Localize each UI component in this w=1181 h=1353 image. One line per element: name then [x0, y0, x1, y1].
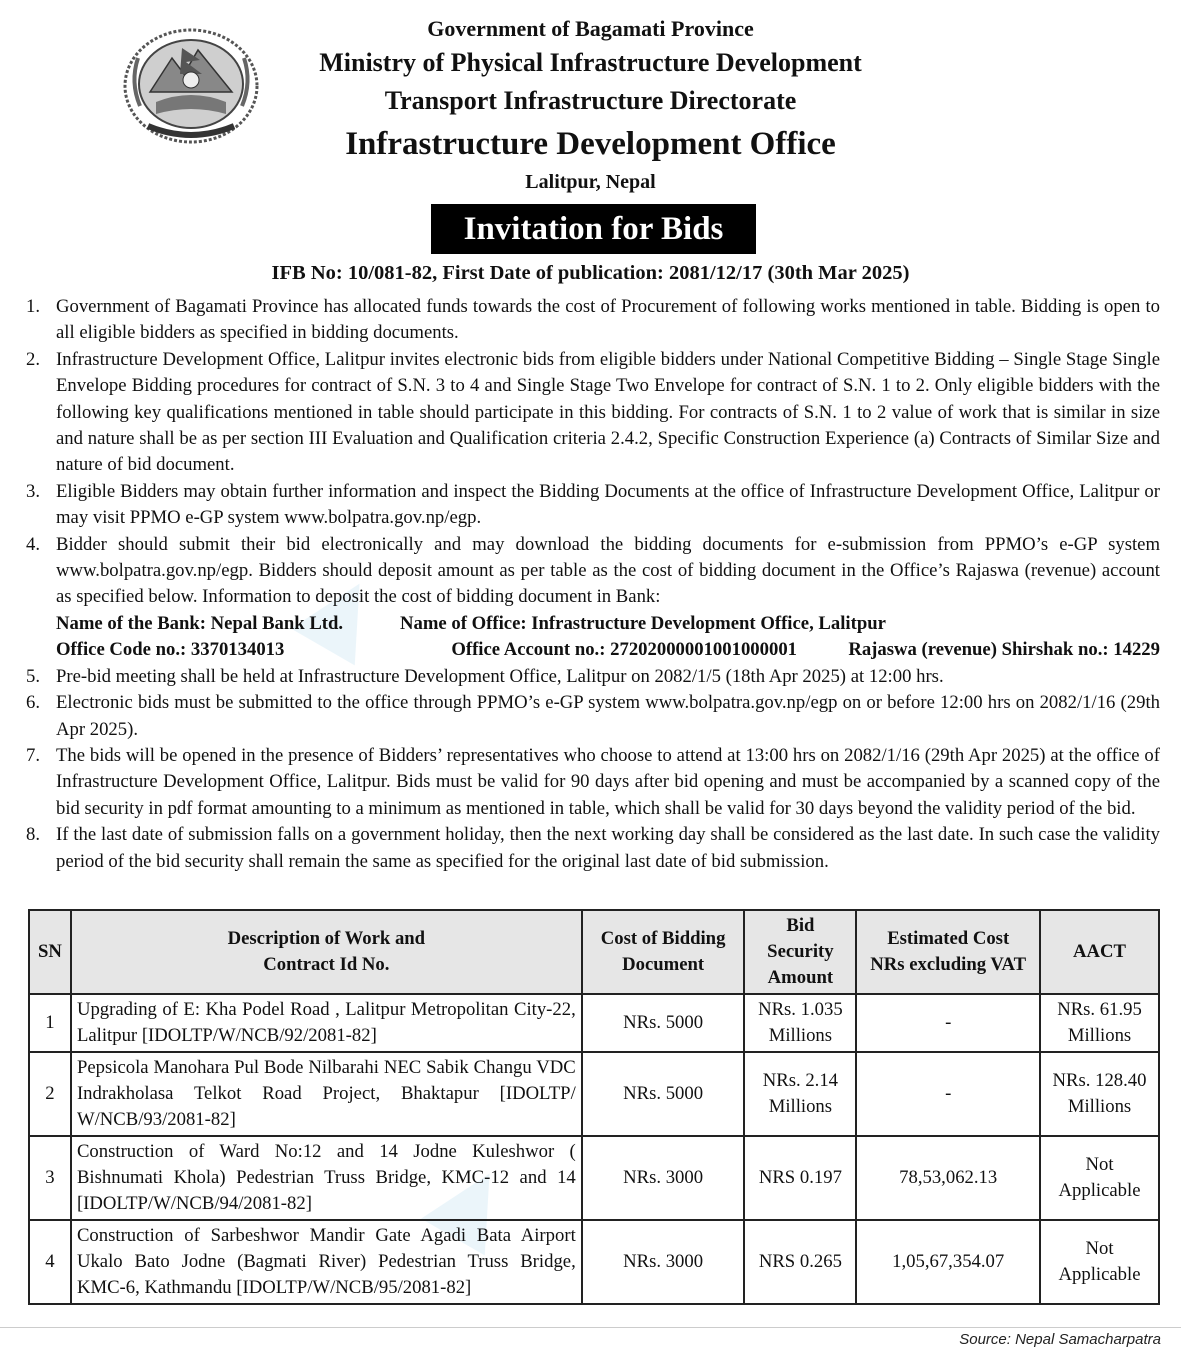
cell-text: NRs. 1.035	[758, 999, 843, 1020]
clause-item	[22, 532, 1160, 664]
office-location: Lalitpur, Nepal	[525, 171, 656, 193]
bank-details-row	[56, 611, 1160, 637]
cell-cost: NRs. 3000	[582, 1136, 745, 1220]
clause-number: 5.	[26, 665, 41, 687]
clause-text: If the last date of submission falls on a government holiday, then the next working day shall be considered as the last date. In such case the validity period of the bid security shall remain the same as specified for the original last date of bid submission.	[56, 824, 1160, 872]
cell-sn: 4	[29, 1220, 71, 1304]
cell-sn: 2	[29, 1052, 71, 1136]
notice-title-banner: Invitation for Bids	[431, 204, 756, 254]
footer-divider	[0, 1327, 1181, 1328]
bids-table	[28, 909, 1160, 1305]
header-description	[71, 910, 582, 994]
clause-number: 3.	[26, 480, 41, 502]
office-name: Infrastructure Development Office	[345, 126, 836, 162]
government-name: Government of Bagamati Province	[427, 16, 754, 41]
clause-text: Infrastructure Development Office, Lalitpur invites electronic bids from eligible bidders under National Competitive Bidding – Single Stage Single Envelope Bidding procedures for contract of S.N. 3 to 4 and Single Stage Two Envelope for contract of S.N. 1 to 2. Only eligible bidders with the following key qualifications mentioned in table should participate in this bidding. For contracts of S.N. 1 to 2 value of work that is similar in size and nature shall be as per section III Evaluation and Qualification criteria 2.4.2, Specific Construction Experience (a) Contracts of Similar Size and nature of bid document.	[56, 348, 1160, 476]
header-text: Cost of Bidding	[600, 928, 726, 949]
cell-description: Construction of Ward No:12 and 14 Jodne Kuleshwor ( Bishnumati Khola) Pedestrian Truss Bridge, KMC-12 and 14 [IDOLTP/W/NCB/94/2081-82]	[71, 1136, 582, 1220]
cell-bid-security	[744, 1052, 856, 1136]
cell-aact	[1040, 1052, 1159, 1136]
office-account-number: Office Account no.: 27202000001001000001	[451, 639, 798, 661]
clause-text: Government of Bagamati Province has allocated funds towards the cost of Procurement of following works mentioned in table. Bidding is open to all eligible bidders as specified in bidding documents.	[56, 296, 1160, 344]
cell-estimated-cost: 78,53,062.13	[856, 1136, 1040, 1220]
cell-estimated-cost: 1,05,67,354.07	[856, 1220, 1040, 1304]
cell-text: Applicable	[1058, 1180, 1141, 1201]
cell-estimated-cost: -	[856, 994, 1040, 1052]
cell-aact	[1040, 1136, 1159, 1220]
header-bid-security	[744, 910, 856, 994]
clause-number: 1.	[26, 296, 41, 317]
cell-bid-security: NRS 0.197	[744, 1136, 856, 1220]
clause-number: 7.	[26, 744, 41, 766]
clause-text: Pre-bid meeting shall be held at Infrastructure Development Office, Lalitpur on 2082/1/5 (18th Apr 2025) at 12:00 hrs.	[56, 665, 944, 687]
cell-estimated-cost: -	[856, 1052, 1040, 1136]
cell-bid-security	[744, 994, 856, 1052]
cell-text: Not	[1085, 1154, 1114, 1175]
ministry-name: Ministry of Physical Infrastructure Development	[319, 48, 862, 77]
clause-text: Electronic bids must be submitted to the office through PPMO’s e-GP system www.bolpatra.gov.np/egp on or before 12:00 hrs on 2082/1/16 (29th Apr 2025).	[56, 692, 1160, 740]
office-code: Office Code no.: 3370134013	[56, 639, 285, 661]
cell-text: Millions	[1067, 1096, 1132, 1117]
cell-sn: 1	[29, 994, 71, 1052]
clause-item	[22, 822, 1160, 875]
clause-text: Bidder should submit their bid electronically and may download the bidding documents for e-submission from PPMO’s e-GP system www.bolpatra.gov.np/egp. Bidders should deposit amount as per table as the cost of bidding document in the Office’s Rajaswa (revenue) account as specified below. Information to deposit the cost of bidding document in Bank:	[56, 533, 1160, 608]
cell-aact	[1040, 1220, 1159, 1304]
table-row	[29, 994, 1159, 1052]
cell-text: Applicable	[1058, 1264, 1141, 1285]
clause-number: 4.	[26, 533, 41, 555]
header-aact: AACT	[1040, 910, 1159, 994]
clause-number: 6.	[26, 692, 41, 714]
header-text: Bid	[786, 915, 815, 936]
header-text: Estimated Cost	[887, 928, 1010, 949]
clause-item	[22, 294, 1160, 347]
clause-text: Eligible Bidders may obtain further information and inspect the Bidding Documents at the office of Infrastructure Development Office, Lalitpur or may visit PPMO e-GP system www.bolpatra.gov.np/egp.	[56, 480, 1160, 529]
clause-number: 8.	[26, 824, 41, 846]
cell-text: Millions	[768, 1096, 833, 1117]
cell-description: Construction of Sarbeshwor Mandir Gate Agadi Bata Airport Ukalo Bato Jodne (Bagmati River) Pedestrian Truss Bridge, KMC-6, Kathmandu [IDOLTP/W/NCB/95/2081-82]	[71, 1220, 582, 1304]
notice-clauses	[22, 294, 1160, 875]
clause-item	[22, 479, 1160, 532]
header-estimated-cost	[856, 910, 1040, 994]
cell-aact	[1040, 994, 1159, 1052]
cell-text: NRs. 128.40	[1052, 1070, 1147, 1091]
table-header-row	[29, 910, 1159, 994]
cell-bid-security: NRS 0.265	[744, 1220, 856, 1304]
header-text: Document	[622, 954, 705, 975]
cell-cost: NRs. 5000	[582, 994, 745, 1052]
cell-text: NRs. 61.95	[1057, 999, 1142, 1020]
header-text: Amount	[767, 967, 834, 988]
table-row	[29, 1136, 1159, 1220]
watermark: ▶	[274, 557, 396, 668]
header-cost	[582, 910, 745, 994]
source-credit: Source: Nepal Samacharpatra	[959, 1331, 1161, 1348]
watermark: ▶	[404, 1147, 526, 1258]
cell-text: Millions	[768, 1025, 833, 1046]
clause-item	[22, 347, 1160, 479]
cell-description: Pepsicola Manohara Pul Bode Nilbarahi NEC Sabik Changu VDC Indrakholasa Telkot Road Project, Bhaktapur [IDOLTP/ W/NCB/93/2081-82]	[71, 1052, 582, 1136]
clause-text: The bids will be opened in the presence of Bidders’ representatives who choose to attend at 13:00 hrs on 2082/1/16 (29th Apr 2025) at the office of Infrastructure Development Office, Lalitpur. Bids must be valid for 90 days after bid opening and must be accompanied by a scanned copy of the bid security in pdf format amounting to a minimum as mentioned in table, which shall be valid for 30 days beyond the validity period of the bid.	[56, 744, 1160, 819]
cell-text: Millions	[1067, 1025, 1132, 1046]
header-text: Security	[767, 941, 834, 962]
cell-cost: NRs. 3000	[582, 1220, 745, 1304]
rajaswa-shirshak: Rajaswa (revenue) Shirshak no.: 14229	[848, 639, 1160, 661]
ifb-number: IFB No: 10/081-82, First Date of publication: 2081/12/17 (30th Mar 2025)	[271, 262, 910, 284]
bank-name: Name of the Bank: Nepal Bank Ltd.	[56, 612, 344, 634]
cell-cost: NRs. 5000	[582, 1052, 745, 1136]
notice-header	[0, 0, 1181, 290]
clause-item	[22, 690, 1160, 743]
header-text: NRs excluding VAT	[870, 954, 1027, 975]
office-account-name: Name of Office: Infrastructure Development Office, Lalitpur	[400, 612, 886, 634]
clause-number: 2.	[26, 348, 41, 370]
cell-text: Not	[1085, 1238, 1114, 1259]
header-sn: SN	[29, 910, 71, 994]
bank-details-row	[56, 637, 1160, 663]
clause-item	[22, 664, 1160, 690]
directorate-name: Transport Infrastructure Directorate	[384, 86, 797, 115]
header-text: Description of Work and	[227, 928, 426, 949]
clause-item	[22, 743, 1160, 822]
table-row	[29, 1220, 1159, 1304]
cell-description: Upgrading of E: Kha Podel Road , Lalitpur Metropolitan City-22, Lalitpur [IDOLTP/W/NCB/92/2081-82]	[71, 994, 582, 1052]
cell-sn: 3	[29, 1136, 71, 1220]
header-text: Contract Id No.	[263, 954, 390, 975]
table-row	[29, 1052, 1159, 1136]
cell-text: NRs. 2.14	[762, 1070, 839, 1091]
